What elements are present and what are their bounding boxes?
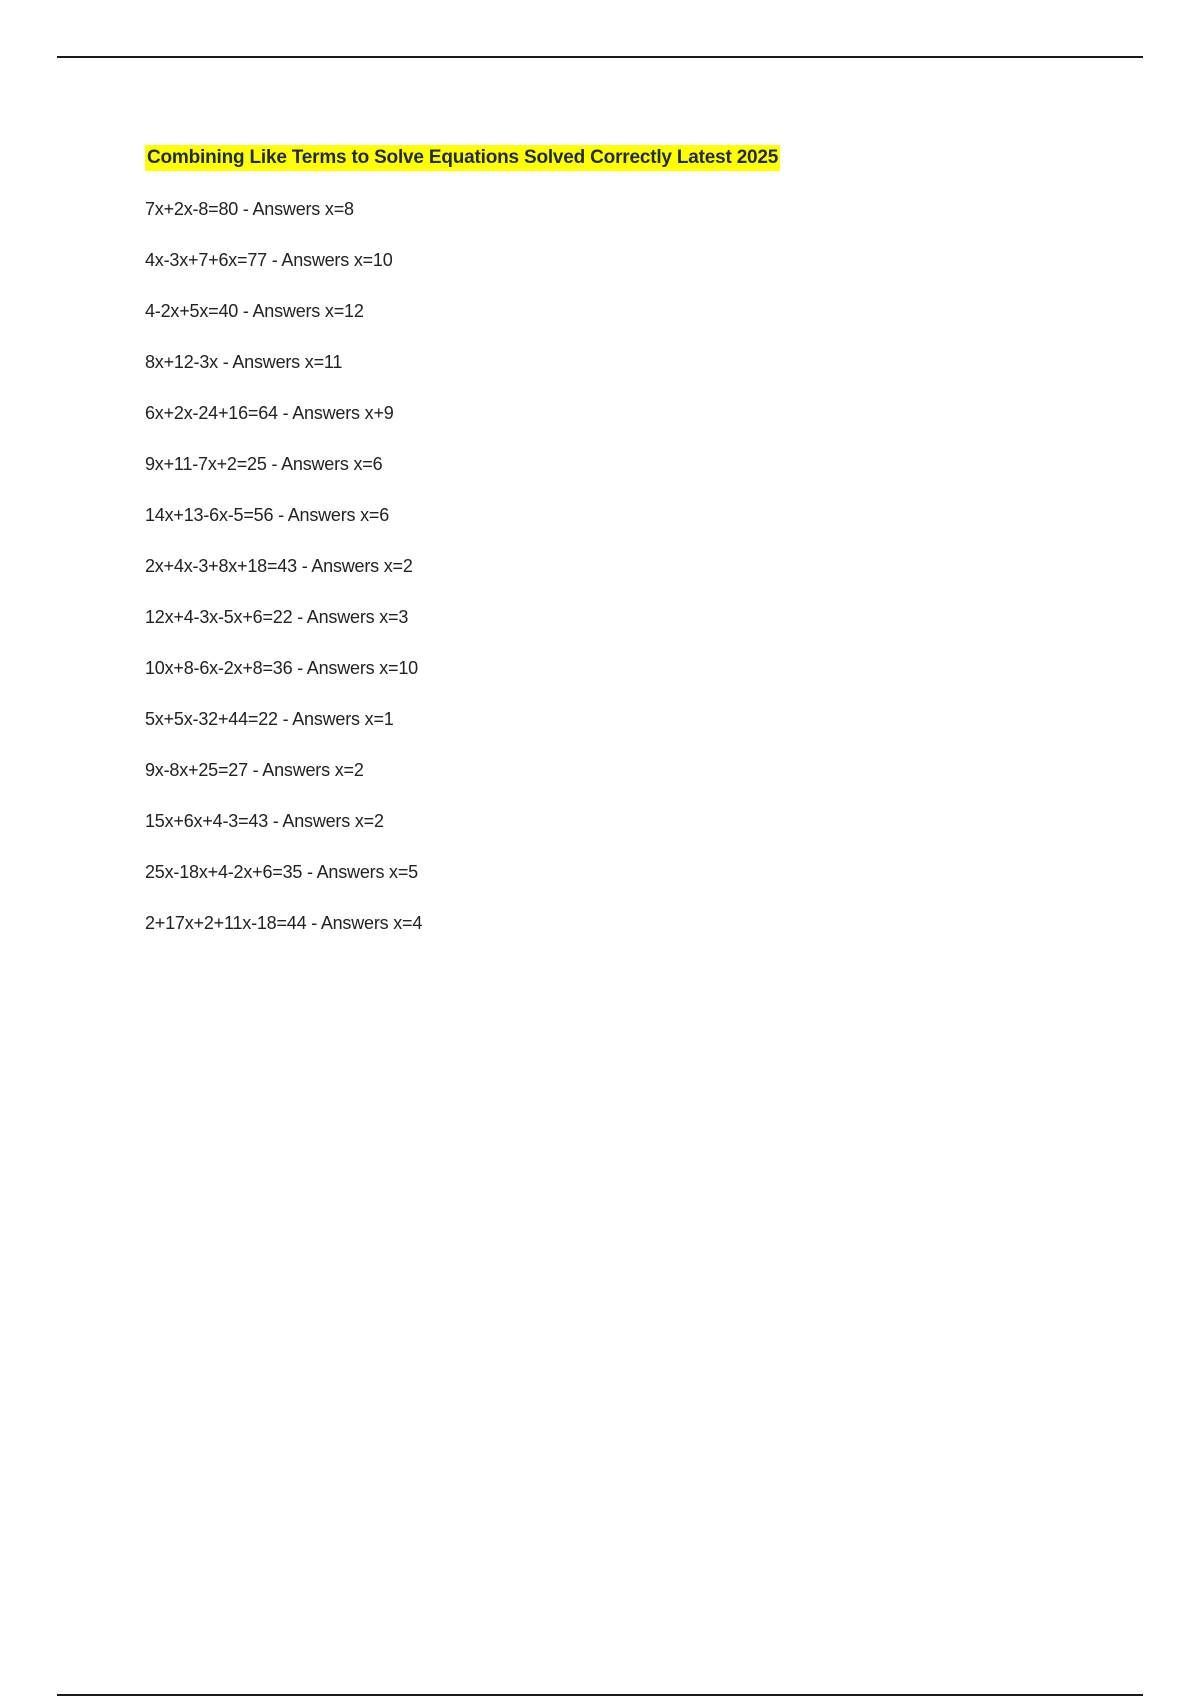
list-item: 14x+13-6x-5=56 - Answers x=6 — [145, 505, 390, 525]
list-item: 12x+4-3x-5x+6=22 - Answers x=3 — [145, 607, 409, 627]
list-item: 25x-18x+4-2x+6=35 - Answers x=5 — [145, 862, 418, 882]
list-item: 2x+4x-3+8x+18=43 - Answers x=2 — [145, 556, 413, 576]
list-item: 7x+2x-8=80 - Answers x=8 — [145, 199, 354, 219]
list-item: 8x+12-3x - Answers x=11 — [145, 352, 343, 372]
footer-rule — [57, 1694, 1143, 1696]
list-item: 9x-8x+25=27 - Answers x=2 — [145, 760, 364, 780]
list-item: 4-2x+5x=40 - Answers x=12 — [145, 301, 364, 321]
list-item: 5x+5x-32+44=22 - Answers x=1 — [145, 709, 394, 729]
list-item: 6x+2x-24+16=64 - Answers x+9 — [145, 403, 394, 423]
list-item: 15x+6x+4-3=43 - Answers x=2 — [145, 811, 384, 831]
list-item: 4x-3x+7+6x=77 - Answers x=10 — [145, 250, 393, 270]
document-body — [145, 145, 1105, 935]
header-rule — [57, 56, 1143, 58]
document-title: Combining Like Terms to Solve Equations Solved Correctly Latest 2025 — [145, 145, 780, 171]
list-item: 10x+8-6x-2x+8=36 - Answers x=10 — [145, 658, 418, 678]
question-answer-list — [145, 197, 1105, 935]
list-item: 9x+11-7x+2=25 - Answers x=6 — [145, 454, 383, 474]
list-item: 2+17x+2+11x-18=44 - Answers x=4 — [145, 913, 423, 933]
